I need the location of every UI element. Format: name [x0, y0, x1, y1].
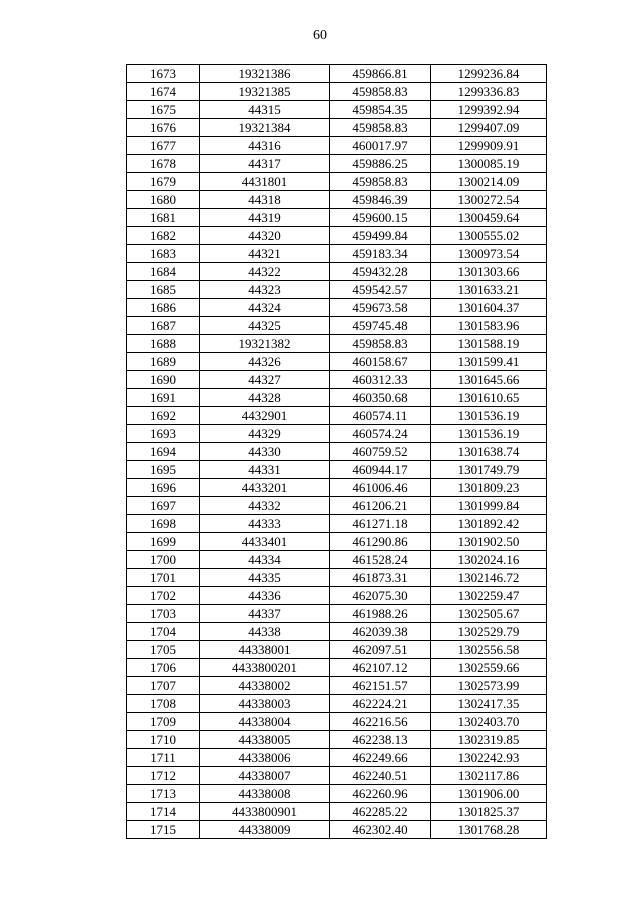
- x-coordinate-cell: 462302.40: [330, 821, 431, 839]
- point-id-cell: 44326: [200, 353, 330, 371]
- point-id-cell: 4431801: [200, 173, 330, 191]
- point-id-cell: 4433201: [200, 479, 330, 497]
- y-coordinate-cell: 1302146.72: [431, 569, 547, 587]
- y-coordinate-cell: 1302556.58: [431, 641, 547, 659]
- y-coordinate-cell: 1301638.74: [431, 443, 547, 461]
- table-row: [127, 605, 547, 623]
- point-id-cell: 44330: [200, 443, 330, 461]
- y-coordinate-cell: 1301902.50: [431, 533, 547, 551]
- table-row: [127, 587, 547, 605]
- coordinates-table: [126, 64, 547, 839]
- row-index-cell: 1711: [127, 749, 200, 767]
- x-coordinate-cell: 459866.81: [330, 65, 431, 83]
- table-row: [127, 767, 547, 785]
- table-row: [127, 803, 547, 821]
- point-id-cell: 44334: [200, 551, 330, 569]
- point-id-cell: 44338003: [200, 695, 330, 713]
- row-index-cell: 1681: [127, 209, 200, 227]
- x-coordinate-cell: 462224.21: [330, 695, 431, 713]
- y-coordinate-cell: 1301768.28: [431, 821, 547, 839]
- y-coordinate-cell: 1302259.47: [431, 587, 547, 605]
- point-id-cell: 44329: [200, 425, 330, 443]
- y-coordinate-cell: 1302403.70: [431, 713, 547, 731]
- point-id-cell: 44333: [200, 515, 330, 533]
- table-row: [127, 407, 547, 425]
- x-coordinate-cell: 460158.67: [330, 353, 431, 371]
- y-coordinate-cell: 1301536.19: [431, 425, 547, 443]
- table-row: [127, 461, 547, 479]
- x-coordinate-cell: 462075.30: [330, 587, 431, 605]
- x-coordinate-cell: 459854.35: [330, 101, 431, 119]
- point-id-cell: 44316: [200, 137, 330, 155]
- table-row: [127, 155, 547, 173]
- y-coordinate-cell: 1300459.64: [431, 209, 547, 227]
- row-index-cell: 1714: [127, 803, 200, 821]
- table-row: [127, 533, 547, 551]
- table-row: [127, 227, 547, 245]
- y-coordinate-cell: 1302319.85: [431, 731, 547, 749]
- x-coordinate-cell: 459858.83: [330, 119, 431, 137]
- table-row: [127, 785, 547, 803]
- x-coordinate-cell: 459542.57: [330, 281, 431, 299]
- point-id-cell: 44323: [200, 281, 330, 299]
- row-index-cell: 1688: [127, 335, 200, 353]
- table-row: [127, 749, 547, 767]
- table-row: [127, 695, 547, 713]
- table-row: [127, 245, 547, 263]
- table-row: [127, 119, 547, 137]
- row-index-cell: 1684: [127, 263, 200, 281]
- row-index-cell: 1694: [127, 443, 200, 461]
- x-coordinate-cell: 461006.46: [330, 479, 431, 497]
- y-coordinate-cell: 1301610.65: [431, 389, 547, 407]
- point-id-cell: 44320: [200, 227, 330, 245]
- table-row: [127, 677, 547, 695]
- x-coordinate-cell: 462151.57: [330, 677, 431, 695]
- x-coordinate-cell: 461988.26: [330, 605, 431, 623]
- y-coordinate-cell: 1301825.37: [431, 803, 547, 821]
- row-index-cell: 1690: [127, 371, 200, 389]
- row-index-cell: 1698: [127, 515, 200, 533]
- point-id-cell: 44325: [200, 317, 330, 335]
- point-id-cell: 44328: [200, 389, 330, 407]
- row-index-cell: 1682: [127, 227, 200, 245]
- table-row: [127, 191, 547, 209]
- row-index-cell: 1715: [127, 821, 200, 839]
- table-row: [127, 83, 547, 101]
- y-coordinate-cell: 1301645.66: [431, 371, 547, 389]
- table-row: [127, 551, 547, 569]
- row-index-cell: 1699: [127, 533, 200, 551]
- x-coordinate-cell: 459183.34: [330, 245, 431, 263]
- table-row: [127, 101, 547, 119]
- table-row: [127, 353, 547, 371]
- row-index-cell: 1704: [127, 623, 200, 641]
- table-row: [127, 173, 547, 191]
- y-coordinate-cell: 1301999.84: [431, 497, 547, 515]
- x-coordinate-cell: 459673.58: [330, 299, 431, 317]
- row-index-cell: 1680: [127, 191, 200, 209]
- point-id-cell: 44332: [200, 497, 330, 515]
- point-id-cell: 44327: [200, 371, 330, 389]
- x-coordinate-cell: 459846.39: [330, 191, 431, 209]
- x-coordinate-cell: 459858.83: [330, 173, 431, 191]
- x-coordinate-cell: 462240.51: [330, 767, 431, 785]
- table-row: [127, 497, 547, 515]
- point-id-cell: 44322: [200, 263, 330, 281]
- x-coordinate-cell: 462238.13: [330, 731, 431, 749]
- row-index-cell: 1712: [127, 767, 200, 785]
- x-coordinate-cell: 459432.28: [330, 263, 431, 281]
- row-index-cell: 1683: [127, 245, 200, 263]
- row-index-cell: 1701: [127, 569, 200, 587]
- row-index-cell: 1687: [127, 317, 200, 335]
- x-coordinate-cell: 460350.68: [330, 389, 431, 407]
- table-row: [127, 209, 547, 227]
- table-row: [127, 515, 547, 533]
- table-row: [127, 623, 547, 641]
- table-row: [127, 569, 547, 587]
- point-id-cell: 19321384: [200, 119, 330, 137]
- y-coordinate-cell: 1302024.16: [431, 551, 547, 569]
- row-index-cell: 1697: [127, 497, 200, 515]
- row-index-cell: 1692: [127, 407, 200, 425]
- table-body: [127, 65, 547, 839]
- point-id-cell: 44338004: [200, 713, 330, 731]
- point-id-cell: 4433401: [200, 533, 330, 551]
- y-coordinate-cell: 1299336.83: [431, 83, 547, 101]
- table-row: [127, 731, 547, 749]
- row-index-cell: 1695: [127, 461, 200, 479]
- y-coordinate-cell: 1301906.00: [431, 785, 547, 803]
- row-index-cell: 1693: [127, 425, 200, 443]
- point-id-cell: 44338009: [200, 821, 330, 839]
- y-coordinate-cell: 1302529.79: [431, 623, 547, 641]
- table-row: [127, 641, 547, 659]
- x-coordinate-cell: 462097.51: [330, 641, 431, 659]
- row-index-cell: 1691: [127, 389, 200, 407]
- point-id-cell: 44338008: [200, 785, 330, 803]
- table-row: [127, 281, 547, 299]
- y-coordinate-cell: 1302573.99: [431, 677, 547, 695]
- row-index-cell: 1707: [127, 677, 200, 695]
- y-coordinate-cell: 1301303.66: [431, 263, 547, 281]
- y-coordinate-cell: 1301749.79: [431, 461, 547, 479]
- y-coordinate-cell: 1299392.94: [431, 101, 547, 119]
- y-coordinate-cell: 1302117.86: [431, 767, 547, 785]
- point-id-cell: 44338: [200, 623, 330, 641]
- y-coordinate-cell: 1300214.09: [431, 173, 547, 191]
- point-id-cell: 44338005: [200, 731, 330, 749]
- point-id-cell: 44338006: [200, 749, 330, 767]
- y-coordinate-cell: 1299909.91: [431, 137, 547, 155]
- y-coordinate-cell: 1299236.84: [431, 65, 547, 83]
- row-index-cell: 1706: [127, 659, 200, 677]
- x-coordinate-cell: 460944.17: [330, 461, 431, 479]
- y-coordinate-cell: 1301809.23: [431, 479, 547, 497]
- x-coordinate-cell: 462107.12: [330, 659, 431, 677]
- row-index-cell: 1713: [127, 785, 200, 803]
- point-id-cell: 44317: [200, 155, 330, 173]
- y-coordinate-cell: 1300272.54: [431, 191, 547, 209]
- y-coordinate-cell: 1300555.02: [431, 227, 547, 245]
- x-coordinate-cell: 460312.33: [330, 371, 431, 389]
- table-row: [127, 479, 547, 497]
- point-id-cell: 44338007: [200, 767, 330, 785]
- x-coordinate-cell: 460574.24: [330, 425, 431, 443]
- point-id-cell: 44338002: [200, 677, 330, 695]
- row-index-cell: 1685: [127, 281, 200, 299]
- y-coordinate-cell: 1302559.66: [431, 659, 547, 677]
- row-index-cell: 1696: [127, 479, 200, 497]
- row-index-cell: 1686: [127, 299, 200, 317]
- y-coordinate-cell: 1301536.19: [431, 407, 547, 425]
- y-coordinate-cell: 1299407.09: [431, 119, 547, 137]
- x-coordinate-cell: 462260.96: [330, 785, 431, 803]
- x-coordinate-cell: 460574.11: [330, 407, 431, 425]
- table-row: [127, 713, 547, 731]
- x-coordinate-cell: 460759.52: [330, 443, 431, 461]
- point-id-cell: 44335: [200, 569, 330, 587]
- point-id-cell: 44318: [200, 191, 330, 209]
- x-coordinate-cell: 459858.83: [330, 335, 431, 353]
- x-coordinate-cell: 462285.22: [330, 803, 431, 821]
- x-coordinate-cell: 459499.84: [330, 227, 431, 245]
- row-index-cell: 1703: [127, 605, 200, 623]
- y-coordinate-cell: 1301599.41: [431, 353, 547, 371]
- x-coordinate-cell: 459600.15: [330, 209, 431, 227]
- point-id-cell: 4433800901: [200, 803, 330, 821]
- point-id-cell: 19321382: [200, 335, 330, 353]
- x-coordinate-cell: 459886.25: [330, 155, 431, 173]
- point-id-cell: 44319: [200, 209, 330, 227]
- y-coordinate-cell: 1301588.19: [431, 335, 547, 353]
- row-index-cell: 1673: [127, 65, 200, 83]
- point-id-cell: 4432901: [200, 407, 330, 425]
- x-coordinate-cell: 459745.48: [330, 317, 431, 335]
- x-coordinate-cell: 461290.86: [330, 533, 431, 551]
- point-id-cell: 44321: [200, 245, 330, 263]
- y-coordinate-cell: 1302417.35: [431, 695, 547, 713]
- x-coordinate-cell: 462249.66: [330, 749, 431, 767]
- y-coordinate-cell: 1300085.19: [431, 155, 547, 173]
- y-coordinate-cell: 1301583.96: [431, 317, 547, 335]
- y-coordinate-cell: 1301604.37: [431, 299, 547, 317]
- point-id-cell: 19321386: [200, 65, 330, 83]
- point-id-cell: 44338001: [200, 641, 330, 659]
- point-id-cell: 19321385: [200, 83, 330, 101]
- x-coordinate-cell: 461873.31: [330, 569, 431, 587]
- point-id-cell: 44331: [200, 461, 330, 479]
- table-row: [127, 335, 547, 353]
- table-row: [127, 659, 547, 677]
- x-coordinate-cell: 462039.38: [330, 623, 431, 641]
- y-coordinate-cell: 1302505.67: [431, 605, 547, 623]
- table-row: [127, 425, 547, 443]
- table-row: [127, 443, 547, 461]
- row-index-cell: 1678: [127, 155, 200, 173]
- row-index-cell: 1705: [127, 641, 200, 659]
- row-index-cell: 1676: [127, 119, 200, 137]
- point-id-cell: 44324: [200, 299, 330, 317]
- x-coordinate-cell: 461271.18: [330, 515, 431, 533]
- table-row: [127, 263, 547, 281]
- x-coordinate-cell: 460017.97: [330, 137, 431, 155]
- table-row: [127, 65, 547, 83]
- x-coordinate-cell: 459858.83: [330, 83, 431, 101]
- row-index-cell: 1702: [127, 587, 200, 605]
- table-row: [127, 317, 547, 335]
- point-id-cell: 4433800201: [200, 659, 330, 677]
- row-index-cell: 1710: [127, 731, 200, 749]
- point-id-cell: 44337: [200, 605, 330, 623]
- y-coordinate-cell: 1301892.42: [431, 515, 547, 533]
- table-row: [127, 371, 547, 389]
- point-id-cell: 44336: [200, 587, 330, 605]
- row-index-cell: 1700: [127, 551, 200, 569]
- row-index-cell: 1708: [127, 695, 200, 713]
- y-coordinate-cell: 1300973.54: [431, 245, 547, 263]
- row-index-cell: 1689: [127, 353, 200, 371]
- point-id-cell: 44315: [200, 101, 330, 119]
- row-index-cell: 1679: [127, 173, 200, 191]
- y-coordinate-cell: 1302242.93: [431, 749, 547, 767]
- page-number: 60: [313, 28, 327, 43]
- table-row: [127, 137, 547, 155]
- y-coordinate-cell: 1301633.21: [431, 281, 547, 299]
- row-index-cell: 1677: [127, 137, 200, 155]
- x-coordinate-cell: 461206.21: [330, 497, 431, 515]
- row-index-cell: 1675: [127, 101, 200, 119]
- table-row: [127, 389, 547, 407]
- x-coordinate-cell: 462216.56: [330, 713, 431, 731]
- row-index-cell: 1709: [127, 713, 200, 731]
- row-index-cell: 1674: [127, 83, 200, 101]
- table-row: [127, 299, 547, 317]
- table-row: [127, 821, 547, 839]
- x-coordinate-cell: 461528.24: [330, 551, 431, 569]
